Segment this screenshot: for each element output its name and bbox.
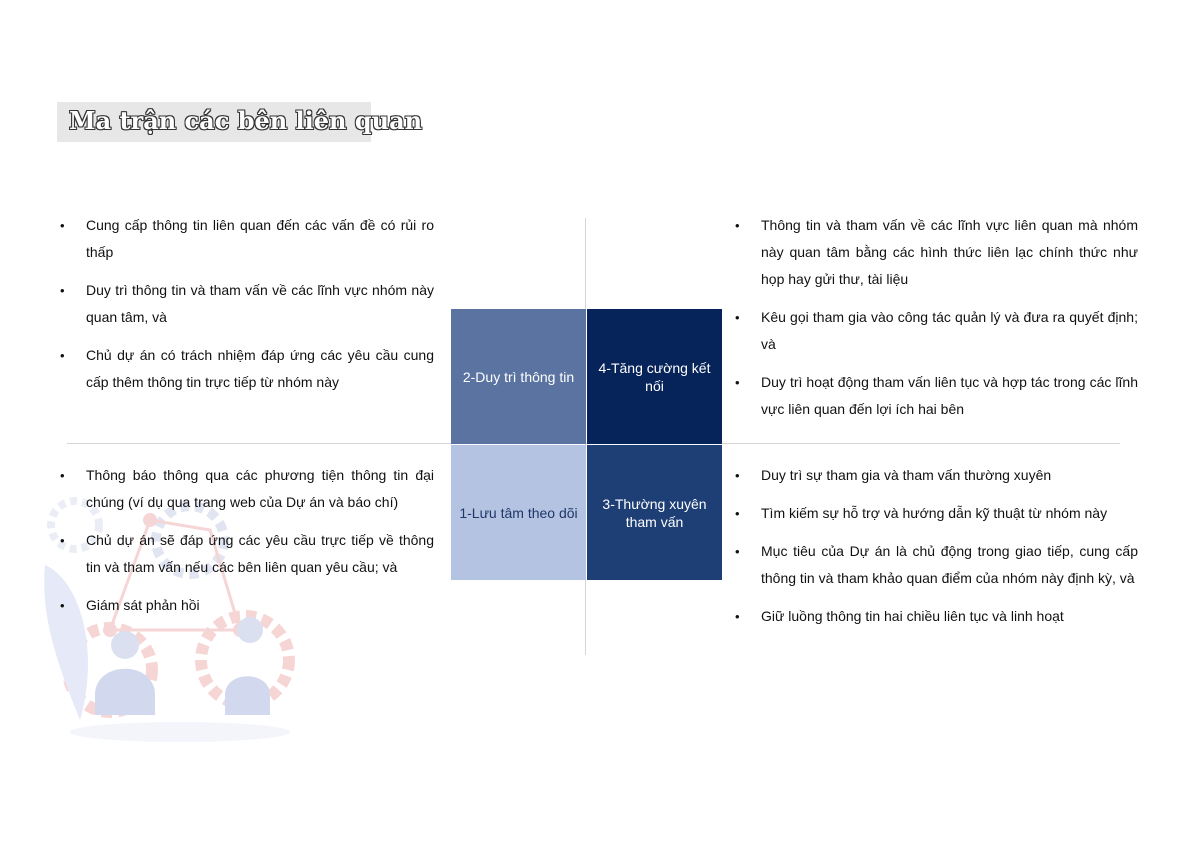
- list-item: • Thông báo thông qua các phương tiện thông tin đại chúng (ví dụ qua trang web của Dự án và báo chí): [57, 462, 434, 516]
- quadrant-1-monitor: [451, 445, 586, 580]
- list-item: • Thông tin và tham vấn về các lĩnh vực liên quan mà nhóm này quan tâm bằng các hình thức liên lạc chính thức như họp hay gửi thư, tài liệu: [732, 212, 1138, 293]
- list-item: • Chủ dự án có trách nhiệm đáp ứng các yêu cầu cung cấp thêm thông tin trực tiếp từ nhóm này: [57, 342, 434, 396]
- list-item: • Duy trì thông tin và tham vấn về các lĩnh vực nhóm này quan tâm, và: [57, 277, 434, 331]
- person-figure: [225, 676, 270, 715]
- page-title: Ma trận các bên liên quan: [69, 106, 423, 135]
- quadrant-4-label: 4-Tăng cường kết nối: [598, 359, 711, 394]
- quadrant-3-label: 3-Thường xuyên tham vấn: [602, 495, 707, 530]
- quadrant-3-consult-regularly: [587, 445, 722, 580]
- list-item: • Cung cấp thông tin liên quan đến các vấn đề có rủi ro thấp: [57, 212, 434, 266]
- list-item: • Giữ luồng thông tin hai chiều liên tục và linh hoạt: [732, 603, 1138, 630]
- quadrant-2-label: 2-Duy trì thông tin: [462, 368, 575, 385]
- list-item: • Mục tiêu của Dự án là chủ động trong giao tiếp, cung cấp thông tin và tham khảo quan điểm của nhóm này định kỳ, và: [732, 538, 1138, 592]
- top-left-bullet-list: [57, 212, 434, 407]
- top-right-bullet-list: [732, 212, 1138, 434]
- list-item: • Tìm kiếm sự hỗ trợ và hướng dẫn kỹ thuật từ nhóm này: [732, 500, 1138, 527]
- bottom-right-bullet-list: [732, 462, 1138, 641]
- list-item: • Giám sát phản hồi: [57, 592, 434, 619]
- list-item: • Chủ dự án sẽ đáp ứng các yêu cầu trực tiếp về thông tin và tham vấn nếu các bên liên quan yêu cầu; và: [57, 527, 434, 581]
- title-box: [57, 102, 423, 142]
- list-item: • Kêu gọi tham gia vào công tác quản lý và đưa ra quyết định; và: [732, 304, 1138, 358]
- bottom-left-bullet-list: [57, 462, 434, 630]
- quadrant-4-strengthen-connection: [587, 309, 722, 444]
- quadrant-2-keep-informed: [451, 309, 586, 444]
- quadrant-1-label: 1-Lưu tâm theo dõi: [459, 504, 578, 521]
- person-figure: [95, 669, 155, 715]
- list-item: • Duy trì sự tham gia và tham vấn thường xuyên: [732, 462, 1138, 489]
- list-item: • Duy trì hoạt động tham vấn liên tục và hợp tác trong các lĩnh vực liên quan đến lợi ích hai bên: [732, 369, 1138, 423]
